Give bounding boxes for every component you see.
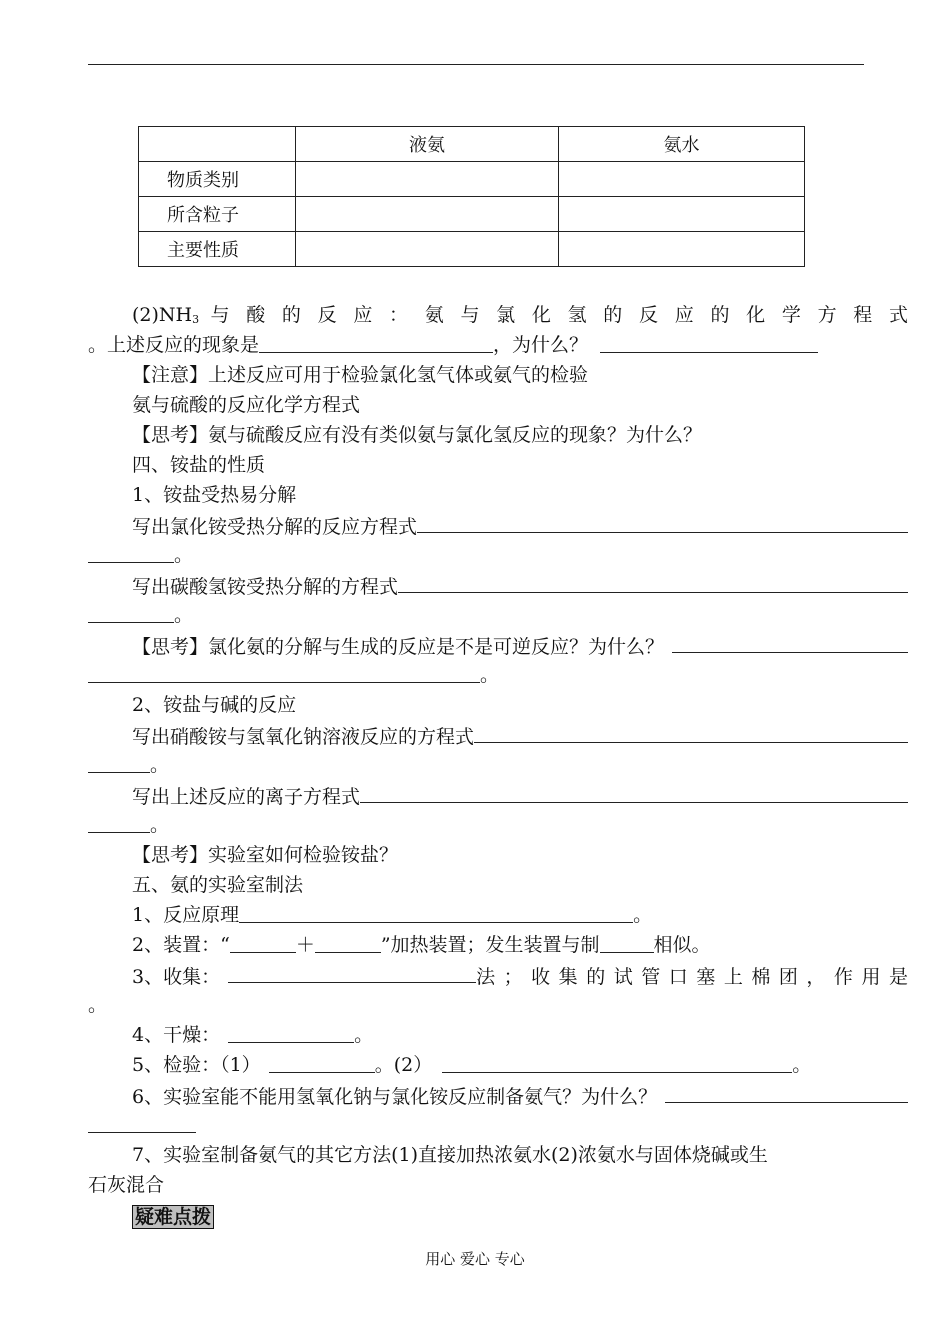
row-label: 物质类别 <box>139 162 296 197</box>
text-line: 2、铵盐与碱的反应 <box>132 694 297 716</box>
answer-blank[interactable] <box>600 933 654 953</box>
answer-blank[interactable] <box>88 543 174 563</box>
text-segment: 1、反应原理 <box>132 904 240 926</box>
text-line: 。 <box>88 994 108 1016</box>
table-header-cell: 氨水 <box>559 127 805 162</box>
section-heading: 四、铵盐的性质 <box>132 454 266 476</box>
text-line <box>88 543 864 567</box>
table-header-row <box>139 127 805 162</box>
text-segment: 法；收集的试管口塞上棉团，作用是 <box>476 966 908 988</box>
answer-blank[interactable] <box>398 573 908 593</box>
text-line <box>88 1113 864 1137</box>
answer-blank[interactable] <box>665 1083 908 1103</box>
text-segment: 。 <box>150 754 170 776</box>
table-header-cell: 液氨 <box>296 127 559 162</box>
text-segment: ，为什么？ <box>493 334 589 356</box>
text-line: 7、实验室制备氨气的其它方法(1)直接加热浓氨水(2)浓氨水与固体烧碱或生 <box>132 1144 768 1166</box>
answer-blank[interactable] <box>228 1023 354 1043</box>
subscript: 3 <box>192 313 200 326</box>
text-segment: 4、干燥： <box>132 1024 221 1046</box>
text-segment: 写出硝酸铵与氢氧化钠溶液反应的方程式 <box>132 726 475 748</box>
table-cell <box>296 232 559 267</box>
text-line <box>88 603 864 627</box>
text-line <box>88 753 864 777</box>
text-line <box>88 573 908 599</box>
answer-blank[interactable] <box>88 813 150 833</box>
answer-blank[interactable] <box>239 903 633 923</box>
table-row <box>139 162 805 197</box>
text-segment: (2)NH <box>132 304 193 326</box>
text-line: 【注意】上述反应可用于检验氯化氢气体或氨气的检验 <box>132 364 589 386</box>
answer-blank[interactable] <box>315 933 381 953</box>
text-segment: 。 <box>174 604 194 626</box>
text-line <box>88 663 864 687</box>
text-segment: 6、实验室能不能用氢氧化钠与氯化铵反应制备氨气？为什么？ <box>132 1086 658 1108</box>
text-segment: 【思考】氯化氨的分解与生成的反应是不是可逆反应？为什么？ <box>132 636 665 658</box>
text-line <box>88 513 908 539</box>
text-segment: 。 <box>792 1054 812 1076</box>
answer-blank[interactable] <box>88 1113 196 1133</box>
text-segment: ＋ <box>295 934 315 956</box>
text-line <box>88 963 908 989</box>
answer-blank[interactable] <box>600 333 818 353</box>
answer-blank[interactable] <box>88 663 480 683</box>
header-rule <box>88 64 864 65</box>
answer-blank[interactable] <box>672 633 908 653</box>
text-segment: 。 <box>354 1024 374 1046</box>
text-line <box>88 903 908 927</box>
text-segment: 。 <box>174 544 194 566</box>
text-line <box>88 813 864 837</box>
text-line <box>88 333 864 357</box>
text-segment: 相似。 <box>653 934 711 956</box>
text-line: 【思考】氨与硫酸反应有没有类似氨与氯化氢反应的现象？为什么？ <box>132 424 703 446</box>
answer-blank[interactable] <box>442 1053 792 1073</box>
text-segment: 。上述反应的现象是 <box>88 334 260 356</box>
text-segment: 。 <box>150 814 170 836</box>
table-row <box>139 232 805 267</box>
answer-blank[interactable] <box>259 333 493 353</box>
text-line <box>88 1205 908 1229</box>
text-line <box>88 1083 908 1109</box>
text-segment: 5、检验：（1） <box>132 1054 261 1076</box>
answer-blank[interactable] <box>88 603 174 623</box>
section-heading: 五、氨的实验室制法 <box>132 874 304 896</box>
text-line: 1、铵盐受热易分解 <box>132 484 297 506</box>
text-segment: 。(2） <box>374 1054 433 1076</box>
text-line <box>88 783 908 809</box>
table-cell <box>559 162 805 197</box>
answer-blank[interactable] <box>269 1053 375 1073</box>
text-line <box>88 303 908 332</box>
text-segment: 写出碳酸氢铵受热分解的方程式 <box>132 576 399 598</box>
text-segment: ”加热装置；发生装置与制 <box>380 934 600 956</box>
answer-blank[interactable] <box>417 513 908 533</box>
text-line: 氨与硫酸的反应化学方程式 <box>132 394 361 416</box>
text-line <box>88 1023 908 1047</box>
text-segment: 。 <box>480 664 500 686</box>
page-footer: 用心 爱心 专心 <box>425 1250 525 1268</box>
answer-blank[interactable] <box>230 933 296 953</box>
answer-blank[interactable] <box>228 963 476 983</box>
table-cell <box>296 162 559 197</box>
table-header-cell <box>139 127 296 162</box>
table-cell <box>559 232 805 267</box>
text-line <box>88 1053 908 1077</box>
text-line: 石灰混合 <box>88 1174 165 1196</box>
section-label-box: 疑难点拨 <box>132 1205 214 1229</box>
table-cell <box>296 197 559 232</box>
row-label: 所含粒子 <box>139 197 296 232</box>
comparison-table <box>138 126 805 267</box>
text-line <box>88 933 908 957</box>
answer-blank[interactable] <box>474 723 908 743</box>
text-segment: 与 酸 的 反 应 ： 氨 与 氯 化 氢 的 反 应 的 化 学 方 程 式 <box>199 304 908 326</box>
table-cell <box>559 197 805 232</box>
text-segment: 写出氯化铵受热分解的反应方程式 <box>132 516 418 538</box>
answer-blank[interactable] <box>88 753 150 773</box>
text-line <box>88 723 908 749</box>
text-line <box>88 633 908 659</box>
text-segment: 。 <box>633 904 653 926</box>
text-segment: 写出上述反应的离子方程式 <box>132 786 361 808</box>
text-segment: 2、装置：“ <box>132 934 230 956</box>
row-label: 主要性质 <box>139 232 296 267</box>
text-line: 【思考】实验室如何检验铵盐？ <box>132 844 399 866</box>
answer-blank[interactable] <box>360 783 908 803</box>
table-row <box>139 197 805 232</box>
text-segment: 3、收集： <box>132 966 221 988</box>
